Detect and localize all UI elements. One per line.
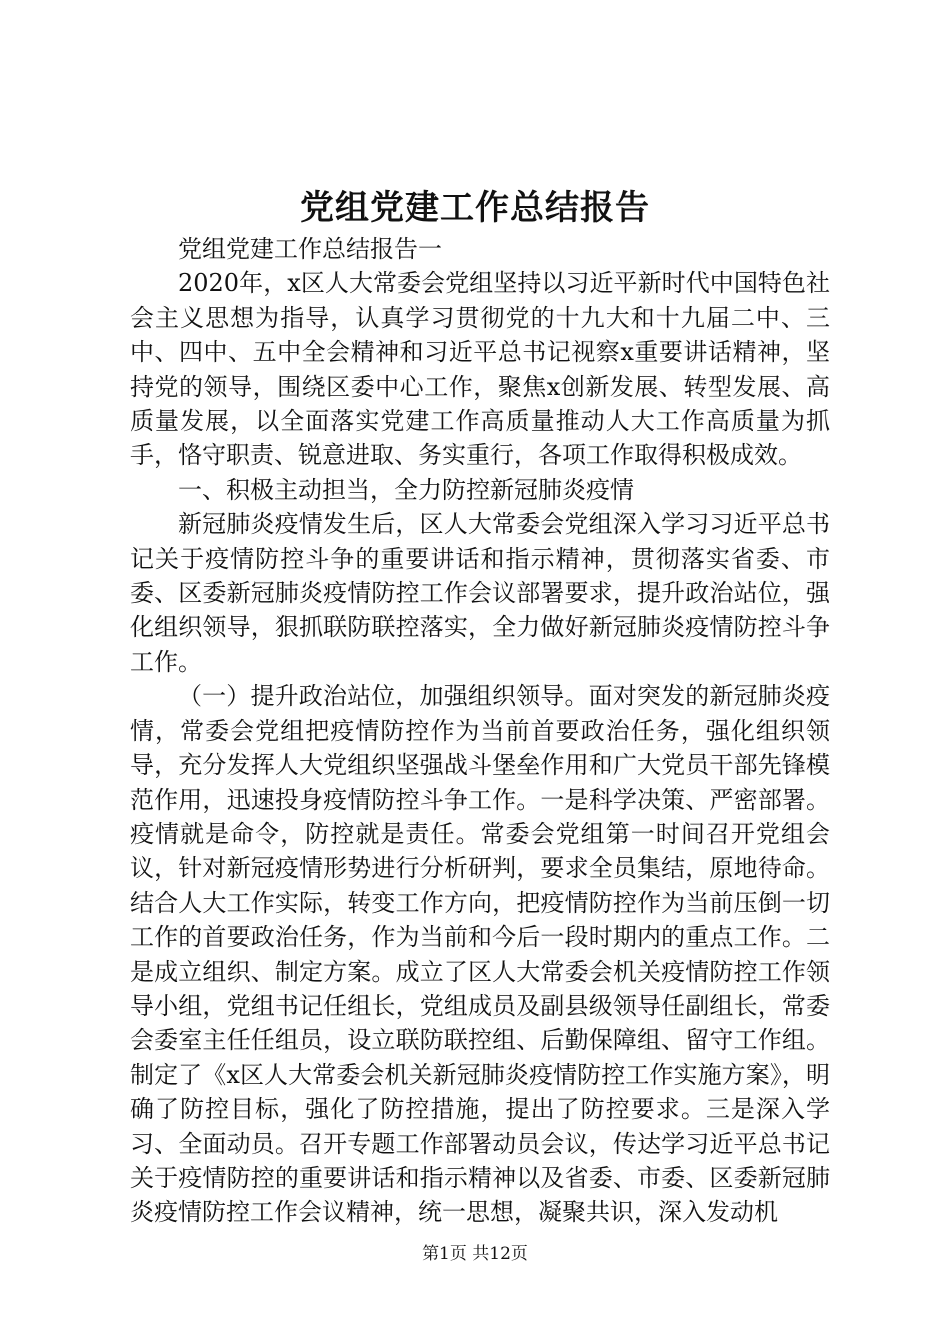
paragraph-subsection-1: （一）提升政治站位，加强组织领导。面对突发的新冠肺炎疫情，常委会党组把疫情防控作为当前首要政治任务，强化组织领导，充分发挥人大党组织坚强战斗堡垒作用和广大党员干部先锋模范作用，迅速投身疫情防控斗争工作。一是科学决策、严密部署。疫情就是命令，防控就是责任。常委会党组第一时间召开党组会议，针对新冠疫情形势进行分析研判，要求全员集结，原地待命。结合人大工作实际，转变工作方向，把疫情防控作为当前压倒一切工作的首要政治任务，作为当前和今后一段时期内的重点工作。二是成立组织、制定方案。成立了区人大常委会机关疫情防控工作领导小组，党组书记任组长，党组成员及副县级领导任副组长，常委会委室主任任组员，设立联防联控组、后勤保障组、留守工作组。制定了《x区人大常委会机关新冠肺炎疫情防控工作实施方案》，明确了防控目标，强化了防控措施，提出了防控要求。三是深入学习、全面动员。召开专题工作部署动员会议，传达学习近平总书记关于疫情防控的重要讲话和指示精神以及省委、市委、区委新冠肺炎疫情防控工作会议精神，统一思想，凝聚共识，深入发动机 [130,682,830,1227]
document-body [130,232,830,1230]
paragraph-section-1: 新冠肺炎疫情发生后，区人大常委会党组深入学习习近平总书记关于疫情防控斗争的重要讲话和指示精神，贯彻落实省委、市委、区委新冠肺炎疫情防控工作会议部署要求，提升政治站位，强化组织领导，狠抓联防联控落实，全力做好新冠肺炎疫情防控斗争工作。 [130,510,830,676]
document-title: 党组党建工作总结报告 [300,188,650,228]
section-heading-1: 一、积极主动担当，全力防控新冠肺炎疫情 [178,475,634,504]
paragraph-intro: 2020年，x区人大常委会党组坚持以习近平新时代中国特色社会主义思想为指导，认真学习贯彻党的十九大和十九届二中、三中、四中、五中全会精神和习近平总书记视察x重要讲话精神，坚持党的领导，围绕区委中心工作，聚焦x创新发展、转型发展、高质量发展，以全面落实党建工作高质量推动人大工作高质量为抓手，恪守职责、锐意进取、务实重行，各项工作取得积极成效。 [130,269,830,470]
page-footer: 第1页 共12页 [422,1244,528,1264]
paragraph-heading-1: 党组党建工作总结报告一 [178,235,442,263]
